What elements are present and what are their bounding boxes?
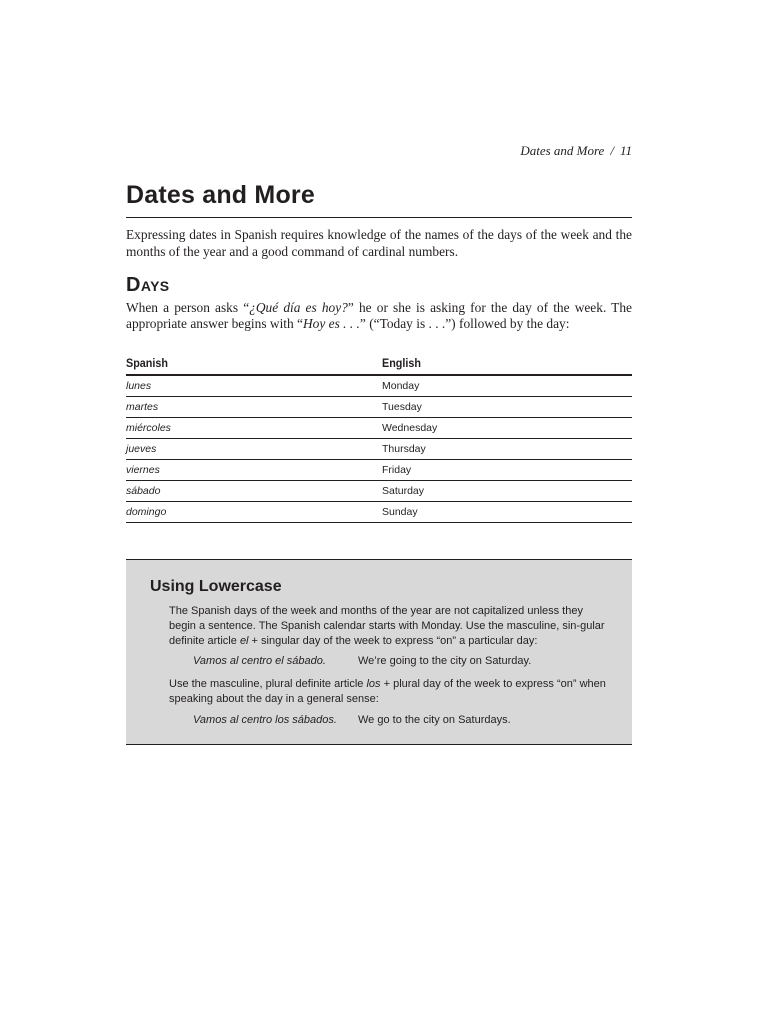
box-p1-article: el: [239, 635, 249, 647]
table-row: [126, 418, 632, 439]
cell-spanish: domingo: [126, 502, 382, 523]
cell-spanish: martes: [126, 397, 382, 418]
box-p1-part1: The Spanish days of the week and months of the year are not capitalized unless they begin a sentence. The Spanish calendar starts with Monday. Use the masculine, sin-gular definite article: [169, 605, 605, 647]
cell-english: Thursday: [382, 439, 632, 460]
running-head-title: Dates and More: [520, 143, 605, 158]
header-english: English: [382, 352, 607, 375]
example-1-english: We’re going to the city on Saturday.: [358, 655, 532, 667]
table-row: [126, 460, 632, 481]
running-head: [520, 143, 632, 159]
table-row: [126, 375, 632, 397]
days-intro-question: ¿Qué día es hoy?: [249, 300, 348, 315]
table-row: [126, 502, 632, 523]
days-intro-part1: When a person asks “: [126, 300, 250, 315]
cell-english: Sunday: [382, 502, 632, 523]
running-head-separator: /: [610, 143, 614, 158]
box-title: Using Lowercase: [150, 578, 282, 595]
days-intro-part3: ” (“Today is . . .”) followed by the day:: [359, 316, 570, 331]
box-p1-part2: + singular day of the week to express “on” a particular day:: [248, 635, 538, 647]
box-p2-article: los: [366, 678, 381, 690]
table-header-row: [126, 352, 632, 375]
cell-english: Monday: [382, 375, 632, 397]
example-2-spanish: Vamos al centro los sábados.: [193, 714, 337, 726]
example-1-spanish: Vamos al centro el sábado.: [193, 655, 326, 667]
header-spanish: Spanish: [126, 352, 356, 375]
cell-english: Saturday: [382, 481, 632, 502]
box-p2-part1: Use the masculine, plural definite article: [169, 678, 367, 690]
table-row: [126, 397, 632, 418]
example-2: [193, 714, 511, 726]
box-paragraph-2: [169, 677, 609, 707]
example-1: [193, 655, 531, 667]
cell-spanish: viernes: [126, 460, 382, 481]
table-row: [126, 481, 632, 502]
cell-english: Tuesday: [382, 397, 632, 418]
cell-english: Wednesday: [382, 418, 632, 439]
box-p2-part2: + plural day of the week to express “on” when speaking about the day in a general sense:: [169, 678, 606, 705]
cell-spanish: lunes: [126, 375, 382, 397]
days-intro-answer: Hoy es . . .: [303, 316, 360, 331]
example-2-english: We go to the city on Saturdays.: [358, 714, 511, 726]
table-row: [126, 439, 632, 460]
cell-english: Friday: [382, 460, 632, 481]
chapter-intro: Expressing dates in Spanish requires knowledge of the names of the days of the week and the months of the year and a good command of cardinal numbers.: [126, 227, 632, 259]
days-intro-part2: ” he or she is asking for the day of the week. The appropriate answer begins with “: [126, 300, 633, 331]
lowercase-sidebar-box: [126, 559, 632, 745]
days-intro: [126, 300, 632, 332]
section-heading-days: Days: [126, 274, 170, 296]
box-paragraph-1: [169, 604, 609, 649]
cell-spanish: jueves: [126, 439, 382, 460]
page-number: 11: [619, 143, 632, 158]
chapter-title: Dates and More: [126, 181, 315, 209]
days-table: [126, 352, 632, 523]
title-rule: [126, 217, 632, 218]
cell-spanish: miércoles: [126, 418, 382, 439]
cell-spanish: sábado: [126, 481, 382, 502]
